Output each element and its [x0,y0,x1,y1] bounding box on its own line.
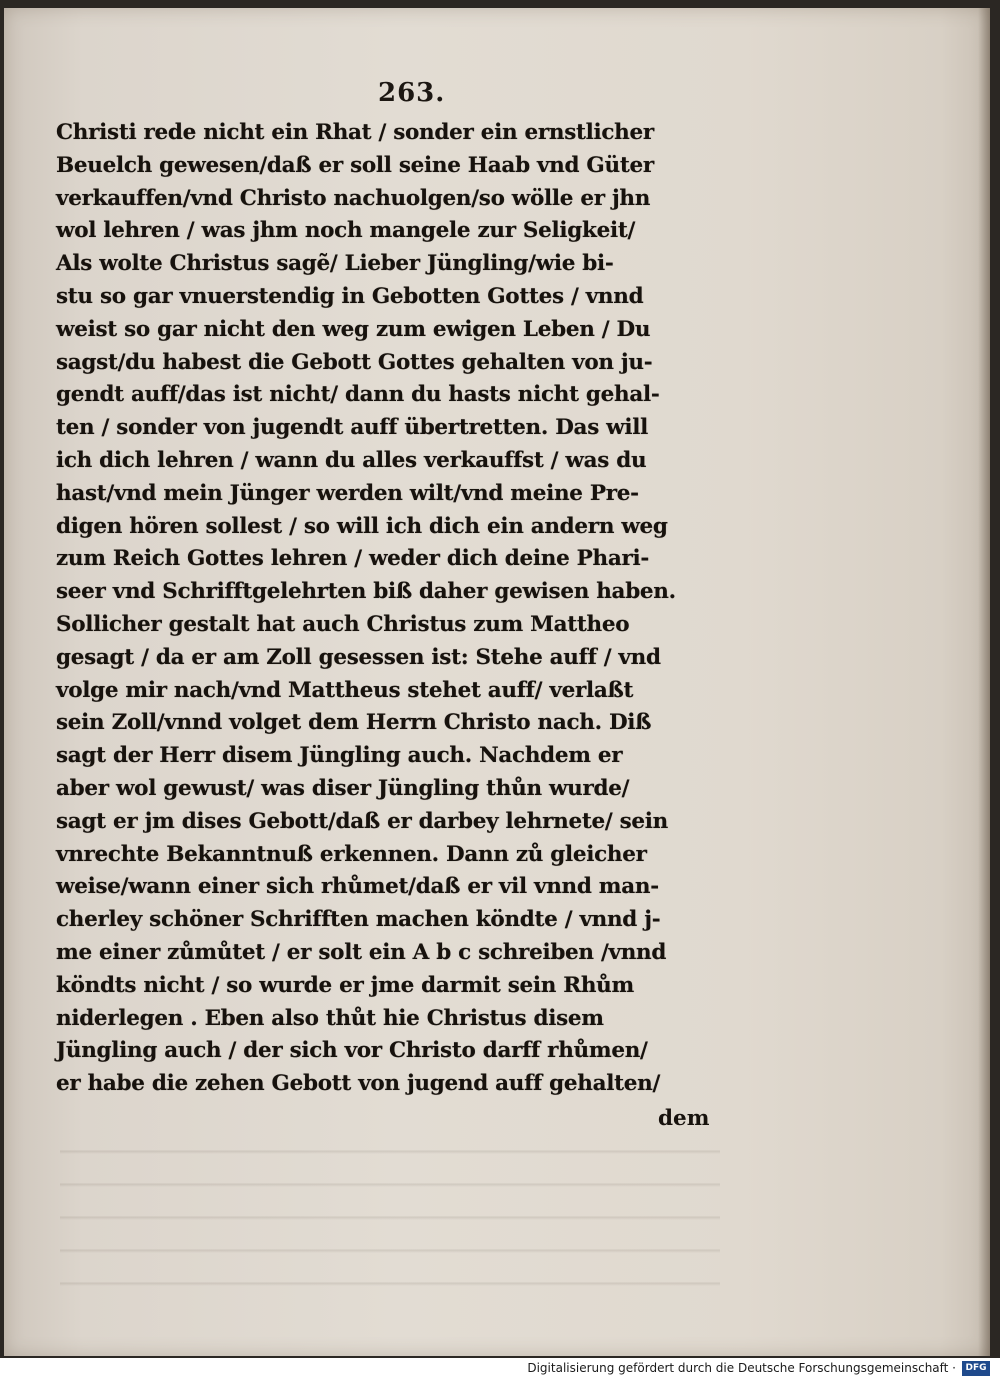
text-line: sagt der Herr disem Jüngling auch. Nachdem er [56,743,623,769]
text-line: ten / sonder von jugendt auff übertretten. Das will [56,415,648,441]
text-line: vnrechte Bekanntnuß erkennen. Dann zů gleicher [56,841,647,867]
text-line: sagst/du habest die Gebott Gottes gehalten von ju- [56,349,653,375]
text-line: zum Reich Gottes lehren / weder dich deine Phari- [56,546,650,572]
text-line: seer vnd Schrifftgelehrten biß daher gewisen haben. [56,579,676,605]
text-line: hast/vnd mein Jünger werden wilt/vnd meine Pre- [56,480,639,506]
text-line: Als wolte Christus sagẽ/ Lieber Jüngling/wie bi- [56,251,614,277]
text-line: aber wol gewust/ was diser Jüngling thůn wurde/ [56,775,630,801]
text-line: weise/wann einer sich rhůmet/daß er vil vnnd man- [56,874,659,900]
text-line: ich dich lehren / wann du alles verkauffst / was du [56,447,647,473]
funding-credit: Digitalisierung gefördert durch die Deutsche Forschungsgemeinschaft · [527,1361,956,1375]
text-line: gesagt / da er am Zoll gesessen ist: Stehe auff / vnd [56,644,661,670]
text-line: verkauffen/vnd Christo nachuolgen/so wölle er jhn [56,185,651,211]
text-line: stu so gar vnuerstendig in Gebotten Gottes / vnnd [56,283,644,309]
text-line: köndts nicht / so wurde er jme darmit sein Rhům [56,972,634,998]
text-line: me einer zůmůtet / er solt ein A b c schreiben /vnnd [56,939,667,965]
text-line: Sollicher gestalt hat auch Christus zum Mattheo [56,611,630,637]
text-line: cherley schöner Schrifften machen köndte / vnnd j- [56,907,661,933]
text-line: Christi rede nicht ein Rhat / sonder ein ernstlicher [56,120,654,145]
text-line: sein Zoll/vnnd volget dem Herrn Christo nach. Diß [56,710,652,736]
catchword: dem [658,1106,710,1131]
text-line: sagt er jm dises Gebott/daß er darbey lehrnete/ sein [56,808,668,834]
text-line: digen hören sollest / so will ich dich ein andern weg [56,513,668,539]
page-text [56,117,736,1101]
show-through-text [60,1130,720,1290]
text-line: gendt auff/das ist nicht/ dann du hasts nicht gehal- [56,382,660,408]
text-line: niderlegen . Eben also thůt hie Christus disem [56,1005,604,1031]
dfg-logo: DFG [962,1361,990,1376]
text-line: Jüngling auch / der sich vor Christo darff rhůmen/ [56,1038,648,1064]
text-line: er habe die zehen Gebott von jugend auff gehalten/ [56,1071,660,1097]
page-edge-shadow [978,8,990,1356]
text-line: volge mir nach/vnd Mattheus stehet auff/ verlaßt [56,677,634,703]
text-line: Beuelch gewesen/daß er soll seine Haab vnd Güter [56,152,654,178]
text-line: weist so gar nicht den weg zum ewigen Leben / Du [56,316,651,342]
text-line: wol lehren / was jhm noch mangele zur Seligkeit/ [56,218,636,244]
page-number: 263. [378,78,446,108]
